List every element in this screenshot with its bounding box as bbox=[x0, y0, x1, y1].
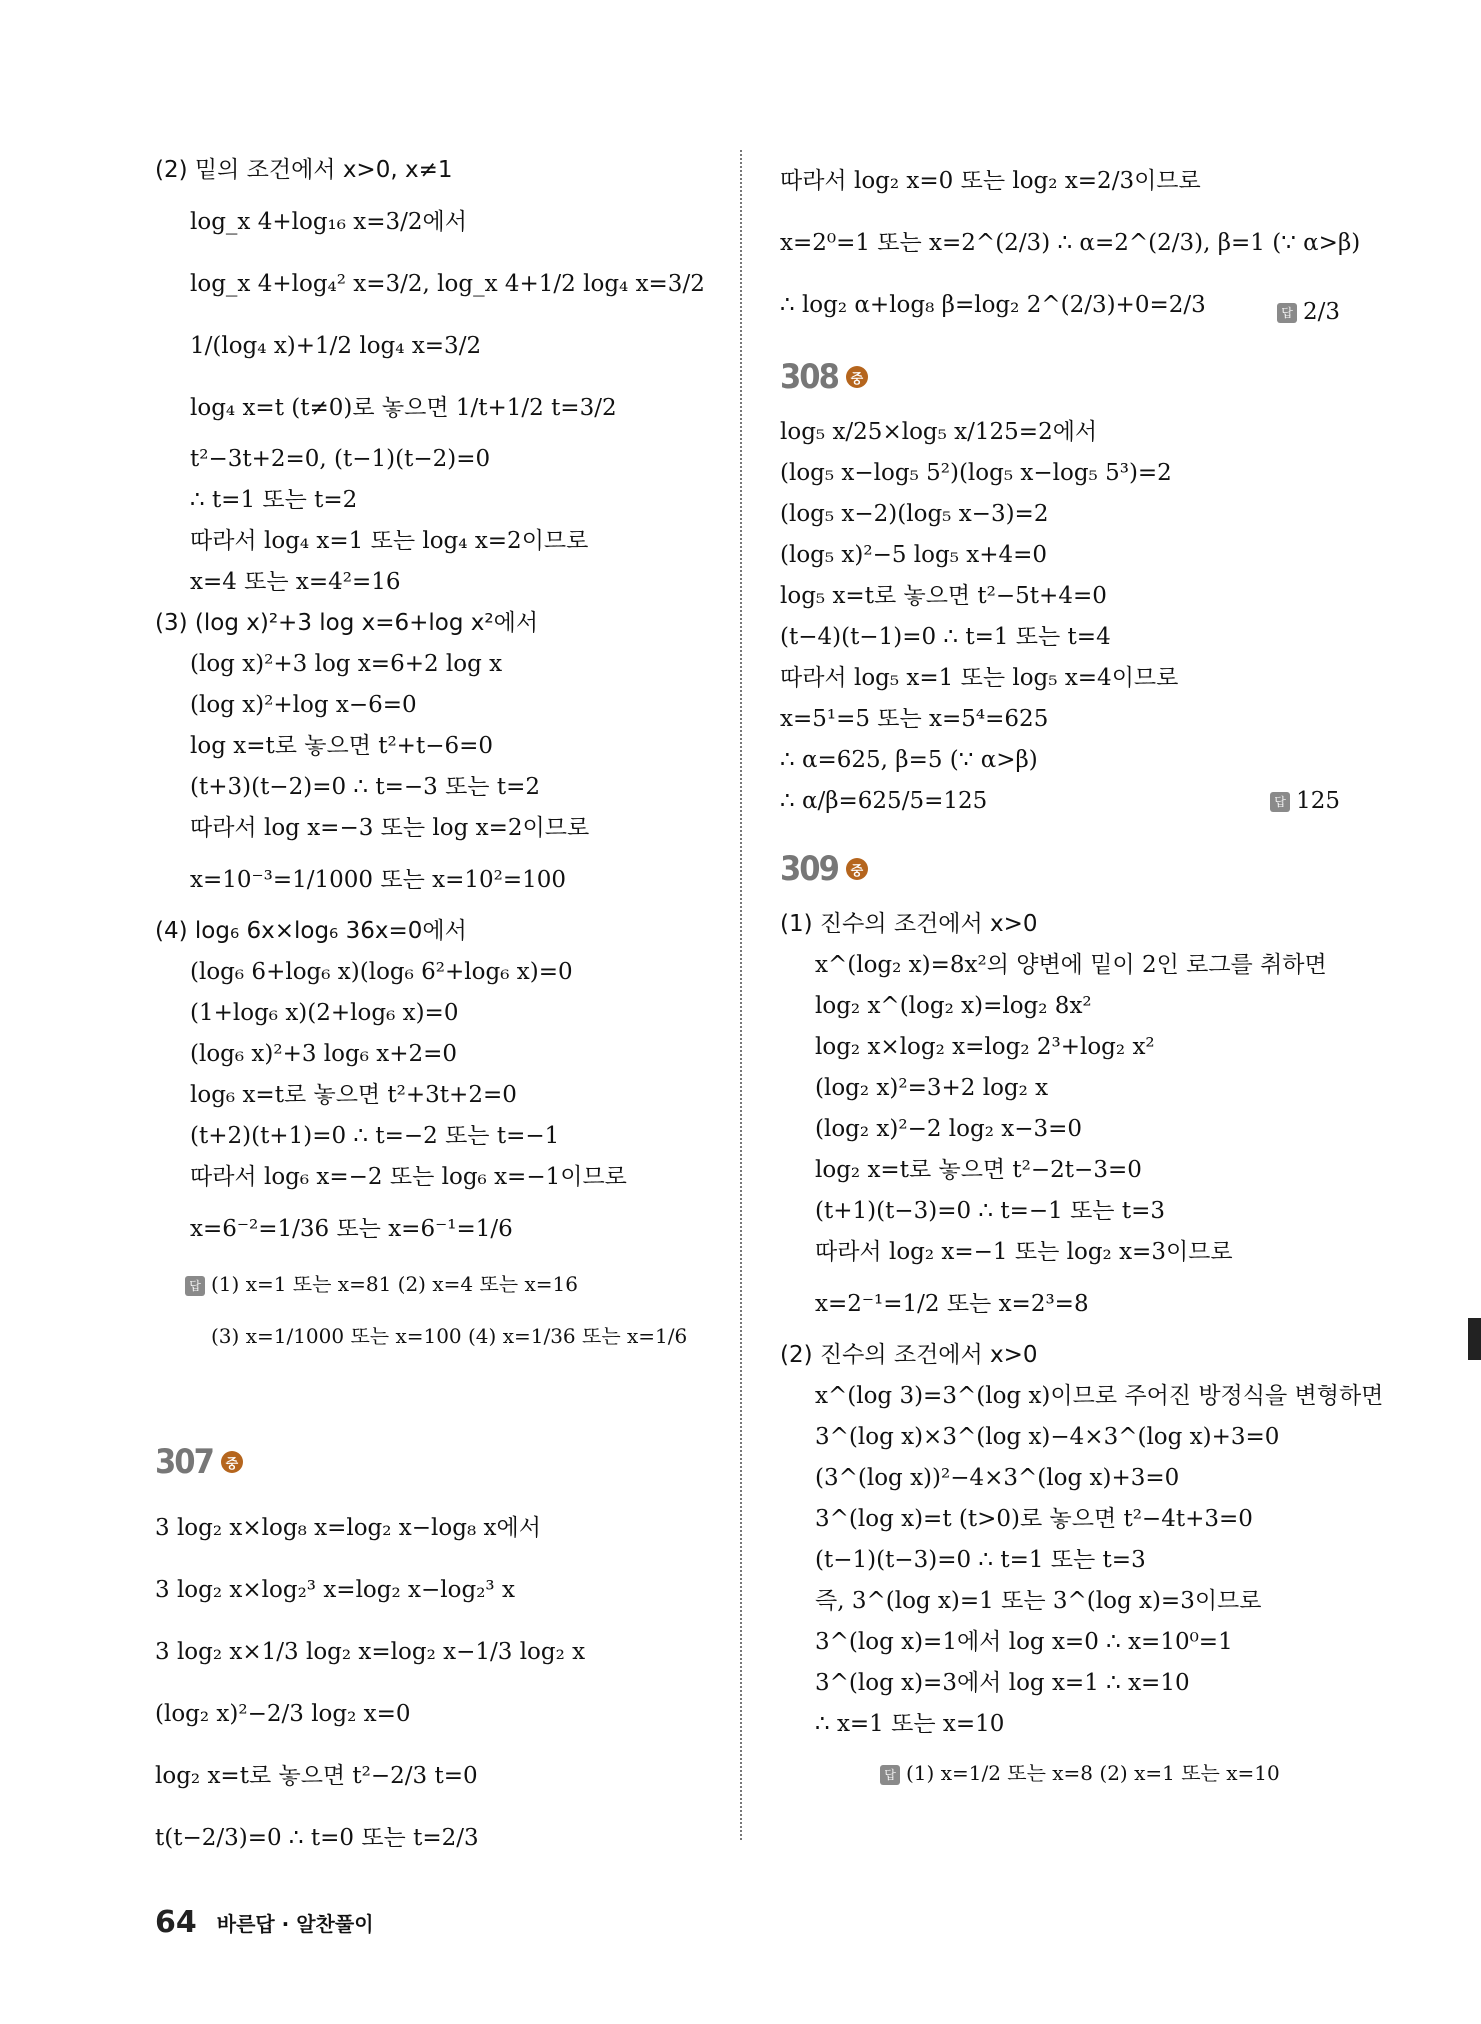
solution-line: x=4 또는 x=4²=16 bbox=[190, 569, 401, 595]
solution-line: (t+3)(t−2)=0 ∴ t=−3 또는 t=2 bbox=[190, 774, 540, 800]
solution-line: 3^(log x)=t (t>0)로 놓으면 t²−4t+3=0 bbox=[815, 1506, 1253, 1532]
solution-line: log₂ x^(log₂ x)=log₂ 8x² bbox=[815, 993, 1092, 1019]
solution-line: (log₅ x)²−5 log₅ x+4=0 bbox=[780, 542, 1048, 568]
chapter-side-tab bbox=[1468, 1318, 1481, 1360]
solution-line: log_x 4+log₄² x=3/2, log_x 4+1/2 log₄ x=3/2 bbox=[190, 271, 705, 297]
solution-line: (2) 밑의 조건에서 x>0, x≠1 bbox=[155, 157, 453, 183]
solution-line: 따라서 log₅ x=1 또는 log₅ x=4이므로 bbox=[780, 665, 1179, 691]
solution-line: x=5¹=5 또는 x=5⁴=625 bbox=[780, 706, 1049, 732]
solution-line: (t+2)(t+1)=0 ∴ t=−2 또는 t=−1 bbox=[190, 1123, 560, 1149]
solution-line: 3 log₂ x×log₂³ x=log₂ x−log₂³ x bbox=[155, 1577, 515, 1603]
solution-line: (log₂ x)²=3+2 log₂ x bbox=[815, 1075, 1049, 1101]
solution-line: (log x)²+3 log x=6+2 log x bbox=[190, 651, 503, 677]
solution-line: 3^(log x)=1에서 log x=0 ∴ x=10⁰=1 bbox=[815, 1629, 1233, 1655]
answer-line-2: (3) x=1/1000 또는 x=100 (4) x=1/36 또는 x=1/6 bbox=[211, 1324, 688, 1348]
solution-line: ∴ t=1 또는 t=2 bbox=[190, 487, 358, 513]
answer-text: 2/3 bbox=[1302, 299, 1340, 325]
problem-number: 307 bbox=[155, 1442, 213, 1482]
answer-text: (1) x=1 또는 x=81 (2) x=4 또는 x=16 bbox=[211, 1272, 578, 1296]
answer-text: (1) x=1/2 또는 x=8 (2) x=1 또는 x=10 bbox=[906, 1761, 1280, 1785]
footer-title: 바른답 · 알찬풀이 bbox=[216, 1912, 374, 1936]
solution-line: 따라서 log x=−3 또는 log x=2이므로 bbox=[190, 815, 590, 841]
problem-number: 308 bbox=[780, 357, 838, 397]
solution-line: log_x 4+log₁₆ x=3/2에서 bbox=[190, 209, 467, 235]
answer-icon: 답 bbox=[185, 1276, 205, 1296]
solution-line: (log₆ 6+log₆ x)(log₆ 6²+log₆ x)=0 bbox=[190, 959, 573, 985]
problem-number: 309 bbox=[780, 849, 838, 889]
solution-line: (t+1)(t−3)=0 ∴ t=−1 또는 t=3 bbox=[815, 1198, 1165, 1224]
difficulty-badge: 중 bbox=[846, 858, 868, 880]
answer-icon: 답 bbox=[880, 1765, 900, 1785]
difficulty-badge: 중 bbox=[846, 366, 868, 388]
solution-line: (4) log₆ 6x×log₆ 36x=0에서 bbox=[155, 918, 467, 944]
solution-line: ∴ x=1 또는 x=10 bbox=[815, 1711, 1005, 1737]
solution-line: x^(log₂ x)=8x²의 양변에 밑이 2인 로그를 취하면 bbox=[815, 952, 1327, 978]
answer-309 bbox=[780, 1753, 1340, 1794]
solution-line: (log x)²+log x−6=0 bbox=[190, 692, 417, 718]
solution-line: 3 log₂ x×log₈ x=log₂ x−log₈ x에서 bbox=[155, 1515, 541, 1541]
solution-line: (1+log₆ x)(2+log₆ x)=0 bbox=[190, 1000, 459, 1026]
solution-line: 1/(log₄ x)+1/2 log₄ x=3/2 bbox=[190, 333, 482, 359]
problem-308-lines bbox=[780, 412, 1340, 822]
page-number: 64 bbox=[155, 1905, 197, 1940]
solution-line: (t−4)(t−1)=0 ∴ t=1 또는 t=4 bbox=[780, 624, 1111, 650]
answer-icon: 답 bbox=[1270, 792, 1290, 812]
solution-line: ∴ α=625, β=5 (∵ α>β) bbox=[780, 747, 1038, 773]
solution-line: x=2⁻¹=1/2 또는 x=2³=8 bbox=[815, 1291, 1089, 1317]
solution-line: (t−1)(t−3)=0 ∴ t=1 또는 t=3 bbox=[815, 1547, 1146, 1573]
problem-309-header bbox=[780, 844, 1340, 894]
solution-line: log₅ x=t로 놓으면 t²−5t+4=0 bbox=[780, 583, 1107, 609]
solution-line: x=2⁰=1 또는 x=2^(2/3) ∴ α=2^(2/3), β=1 (∵ α>β) bbox=[780, 230, 1361, 256]
solution-line: x=10⁻³=1/1000 또는 x=10²=100 bbox=[190, 867, 567, 893]
solution-line: log₄ x=t (t≠0)로 놓으면 1/t+1/2 t=3/2 bbox=[190, 395, 617, 421]
solution-line: (log₂ x)²−2 log₂ x−3=0 bbox=[815, 1116, 1083, 1142]
solution-line: 따라서 log₄ x=1 또는 log₄ x=2이므로 bbox=[190, 528, 589, 554]
solution-line: 따라서 log₆ x=−2 또는 log₆ x=−1이므로 bbox=[190, 1164, 627, 1190]
problem-307-lines bbox=[155, 1497, 725, 1869]
left-solution-lines bbox=[155, 150, 725, 1260]
solution-line: log₂ x=t로 놓으면 t²−2t−3=0 bbox=[815, 1157, 1142, 1183]
solution-line: (log₂ x)²−2/3 log₂ x=0 bbox=[155, 1701, 411, 1727]
page-footer bbox=[155, 1905, 374, 1940]
solution-line: t(t−2/3)=0 ∴ t=0 또는 t=2/3 bbox=[155, 1825, 479, 1851]
solution-line: log₂ x=t로 놓으면 t²−2/3 t=0 bbox=[155, 1763, 478, 1789]
solution-line: log₆ x=t로 놓으면 t²+3t+2=0 bbox=[190, 1082, 517, 1108]
solution-line: (3^(log x))²−4×3^(log x)+3=0 bbox=[815, 1465, 1180, 1491]
solution-line: (1) 진수의 조건에서 x>0 bbox=[780, 911, 1038, 937]
answer-line-1 bbox=[155, 1264, 725, 1305]
solution-line: (log₅ x−2)(log₅ x−3)=2 bbox=[780, 501, 1049, 527]
solution-line: log x=t로 놓으면 t²+t−6=0 bbox=[190, 733, 494, 759]
solution-line: 즉, 3^(log x)=1 또는 3^(log x)=3이므로 bbox=[815, 1588, 1262, 1614]
solution-line: 3 log₂ x×1/3 log₂ x=log₂ x−1/3 log₂ x bbox=[155, 1639, 586, 1665]
problem-309-lines bbox=[780, 904, 1384, 1745]
solution-line: (log₅ x−log₅ 5²)(log₅ x−log₅ 5³)=2 bbox=[780, 460, 1172, 486]
solution-line: 따라서 log₂ x=0 또는 log₂ x=2/3이므로 bbox=[780, 168, 1201, 194]
solution-line: 3^(log x)=3에서 log x=1 ∴ x=10 bbox=[815, 1670, 1190, 1696]
solution-line: x=6⁻²=1/36 또는 x=6⁻¹=1/6 bbox=[190, 1216, 513, 1242]
solution-line: ∴ log₂ α+log₈ β=log₂ 2^(2/3)+0=2/3 bbox=[780, 292, 1206, 318]
solution-line: t²−3t+2=0, (t−1)(t−2)=0 bbox=[190, 446, 491, 472]
right-column bbox=[780, 150, 1384, 1794]
problem-308-header bbox=[780, 352, 1340, 402]
difficulty-badge: 중 bbox=[221, 1451, 243, 1473]
solution-line: x^(log 3)=3^(log x)이므로 주어진 방정식을 변형하면 bbox=[815, 1383, 1384, 1409]
solution-line: (2) 진수의 조건에서 x>0 bbox=[780, 1342, 1038, 1368]
problem-307-header bbox=[155, 1437, 725, 1487]
column-divider bbox=[740, 150, 742, 1840]
solution-line: 3^(log x)×3^(log x)−4×3^(log x)+3=0 bbox=[815, 1424, 1280, 1450]
solution-line: ∴ α/β=625/5=125 bbox=[780, 788, 988, 814]
left-column bbox=[155, 150, 725, 1869]
solution-line: (3) (log x)²+3 log x=6+log x²에서 bbox=[155, 610, 539, 636]
answer-text: 125 bbox=[1296, 788, 1340, 814]
solution-line: log₂ x×log₂ x=log₂ 2³+log₂ x² bbox=[815, 1034, 1155, 1060]
answer-icon: 답 bbox=[1277, 303, 1297, 323]
solution-line: (log₆ x)²+3 log₆ x+2=0 bbox=[190, 1041, 458, 1067]
solution-line: log₅ x/25×log₅ x/125=2에서 bbox=[780, 419, 1098, 445]
solution-line: 따라서 log₂ x=−1 또는 log₂ x=3이므로 bbox=[815, 1239, 1233, 1265]
